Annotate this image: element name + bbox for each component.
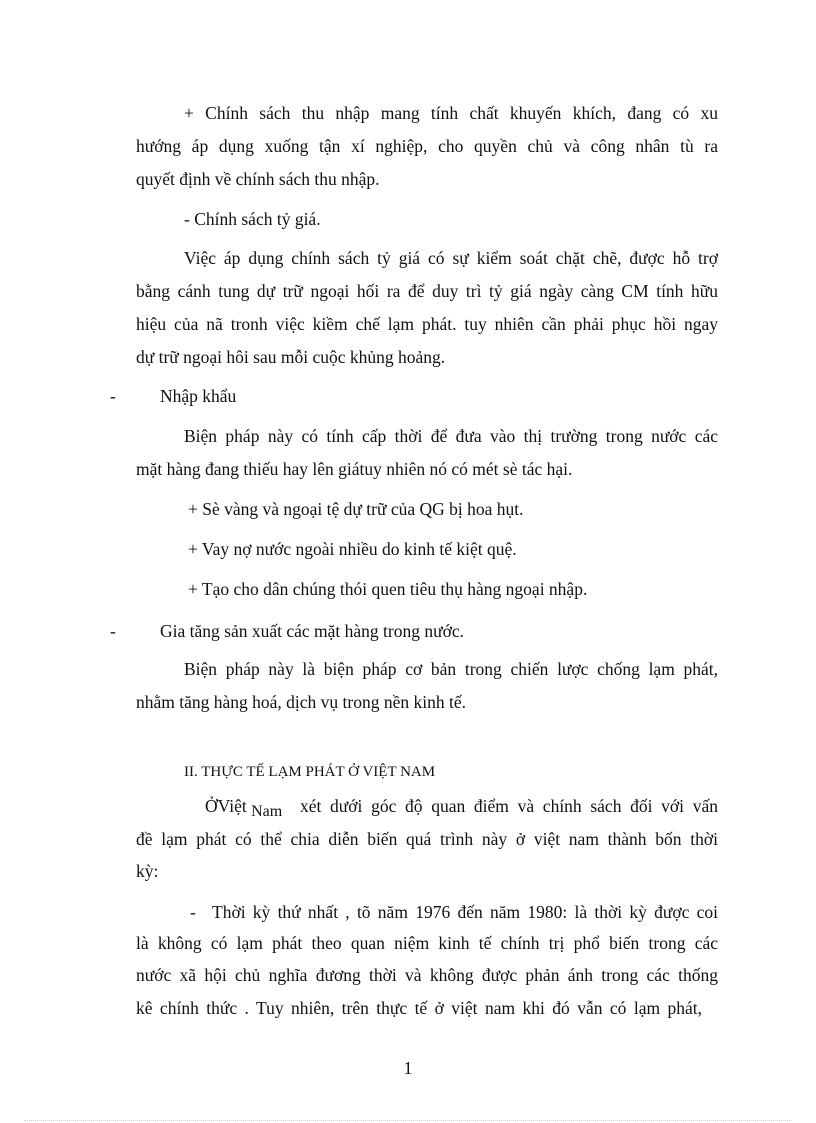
paragraph-line: bằng cánh tung dự trữ ngoại hối ra để duy trì tỷ giá ngày càng CM tính hữu bbox=[136, 281, 718, 301]
paragraph-line: xét dưới góc độ quan điểm và chính sách đối với vấn bbox=[300, 796, 718, 816]
paragraph-line: hướng áp dụng xuống tận xí nghiệp, cho quyền chủ và công nhân tù ra bbox=[136, 136, 718, 156]
paragraph-line: quyết định về chính sách thu nhập. bbox=[136, 169, 380, 189]
paragraph-line: kỳ: bbox=[136, 861, 159, 881]
paragraph-line: đề lạm phát có thể chia diễn biến quá trình này ở việt nam thành bốn thời bbox=[136, 829, 718, 849]
list-item-heading: Gia tăng sản xuất các mặt hàng trong nước. bbox=[160, 621, 464, 641]
page-divider bbox=[24, 1120, 792, 1121]
paragraph-line: Việc áp dụng chính sách tỷ giá có sự kiểm soát chặt chẽ, được hỗ trợ bbox=[184, 248, 718, 268]
paragraph-line: nước xã hội chủ nghĩa đương thời và không được phản ánh trong các thống bbox=[136, 965, 718, 985]
text-run: ỞViệt bbox=[205, 796, 247, 816]
text-run-subscript: Nam bbox=[251, 803, 283, 820]
paragraph-line: kê chính thức . Tuy nhiên, trên thực tế ở việt nam khi đó vẫn có lạm phát, bbox=[136, 998, 702, 1018]
paragraph-line: Biện pháp này có tính cấp thời để đưa vào thị trường trong nước các bbox=[184, 426, 718, 446]
paragraph-line: nhằm tăng hàng hoá, dịch vụ trong nền kinh tế. bbox=[136, 692, 466, 712]
paragraph-line: là không có lạm phát theo quan niệm kinh tế chính trị phổ biến trong các bbox=[136, 933, 718, 953]
paragraph-line: + Sè vàng và ngoại tệ dự trữ của QG bị hoa hụt. bbox=[188, 499, 524, 519]
section-subheading: - Chính sách tỷ giá. bbox=[184, 209, 321, 229]
paragraph-line bbox=[205, 795, 282, 819]
paragraph-line: Thời kỳ thứ nhất , tõ năm 1976 đến năm 1980: là thời kỳ được coi bbox=[212, 902, 718, 922]
list-bullet: - bbox=[110, 386, 116, 406]
list-bullet: - bbox=[110, 621, 116, 641]
section-heading: II. THỰC TẾ LẠM PHÁT Ở VIỆT NAM bbox=[184, 764, 436, 780]
page-number: 1 bbox=[403, 1058, 413, 1078]
paragraph-line: dự trữ ngoại hôi sau mỗi cuộc khủng hoảng. bbox=[136, 347, 446, 367]
paragraph-line: mặt hàng đang thiếu hay lên giátuy nhiên nó có mét sè tác hại. bbox=[136, 459, 573, 479]
paragraph-line: Biện pháp này là biện pháp cơ bản trong chiến lược chống lạm phát, bbox=[184, 659, 718, 679]
list-item-heading: Nhập khẩu bbox=[160, 386, 237, 406]
paragraph-line: hiệu của nã tronh việc kiềm chế lạm phát. tuy nhiên cần phải phục hồi ngay bbox=[136, 314, 718, 334]
paragraph-line: + Chính sách thu nhập mang tính chất khuyến khích, đang có xu bbox=[184, 103, 718, 123]
paragraph-line: + Tạo cho dân chúng thói quen tiêu thụ hàng ngoại nhập. bbox=[188, 579, 588, 599]
list-bullet: - bbox=[190, 902, 196, 922]
paragraph-line: + Vay nợ nước ngoài nhiều do kinh tế kiệt quệ. bbox=[188, 539, 517, 559]
